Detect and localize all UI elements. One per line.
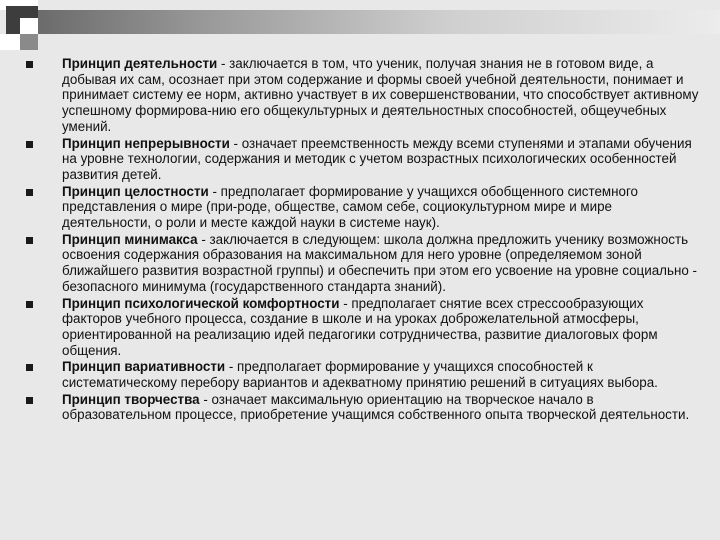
list-item	[20, 184, 700, 231]
list-item	[20, 136, 700, 183]
principle-text: - предполагает формирование у учащихся обобщенного системного представления о мире (при-роде, обществе, самом себе, социокультурном мире и мире деятельности, о роли и месте каждой науки в системе наук).	[62, 183, 638, 231]
square-bullet-icon	[26, 301, 33, 308]
principles-list	[20, 56, 700, 424]
header-band	[38, 10, 720, 34]
list-item	[20, 392, 700, 423]
square-bullet-icon	[26, 237, 33, 244]
principle-term: Принцип непрерывности	[62, 135, 230, 151]
list-item	[20, 296, 700, 359]
principle-term: Принцип психологической комфортности	[62, 295, 340, 311]
square-bullet-icon	[26, 141, 33, 148]
principle-term: Принцип творчества	[62, 391, 200, 407]
square-bullet-icon	[26, 397, 33, 404]
decor-square	[0, 34, 20, 50]
list-item	[20, 359, 700, 390]
principle-text: - заключается в том, что ученик, получая знания не в готовом виде, а добывая их сам, осознает при этом содержание и формы своей учебной деятельности, понимает и принимает систему ее норм, активно участвует в их совершенствовании, что способствует активному успешному формирова-нию его общекультурных и деятельностных способностей, общеучебных умений.	[62, 56, 699, 134]
square-bullet-icon	[26, 189, 33, 196]
list-item	[20, 232, 700, 295]
principle-term: Принцип вариативности	[62, 359, 226, 375]
principle-term: Принцип минимакса	[62, 231, 198, 247]
principle-text: - заключается в следующем: школа должна предложить ученику возможность освоения содержания образования на максимальном для него уровне (определяемом зоной ближайшего развития возрастной группы) и обеспечить при этом его усвоение на уровне социально - безопасного минимума (государственного стандарта знаний).	[62, 231, 697, 294]
principle-term: Принцип деятельности	[62, 56, 218, 71]
decor-square	[20, 18, 38, 34]
square-bullet-icon	[26, 61, 33, 68]
principle-text: - предполагает формирование у учащихся способностей к систематическому перебору вариантов и адекватному принятию решений в ситуациях выбора.	[62, 359, 658, 391]
principle-text: - предполагает снятие всех стрессообразующих факторов учебного процесса, создание в школе и на уроках доброжелательной атмосферы, ориентированной на реализацию идей педагогики сотрудничества, развитие диалоговых форм общения.	[62, 295, 658, 358]
principle-text: - означает преемственность между всеми ступенями и этапами обучения на уровне технологии, содержания и методик с учетом возрастных психологических особенностей развития детей.	[62, 135, 692, 182]
decor-square	[20, 34, 38, 50]
square-bullet-icon	[26, 364, 33, 371]
principle-term: Принцип целостности	[62, 183, 209, 199]
principle-text: - означает максимальную ориентацию на творческое начало в образовательном процессе, приобретение учащимся собственного опыта творческой деятельности.	[62, 391, 690, 423]
list-item	[20, 56, 700, 135]
